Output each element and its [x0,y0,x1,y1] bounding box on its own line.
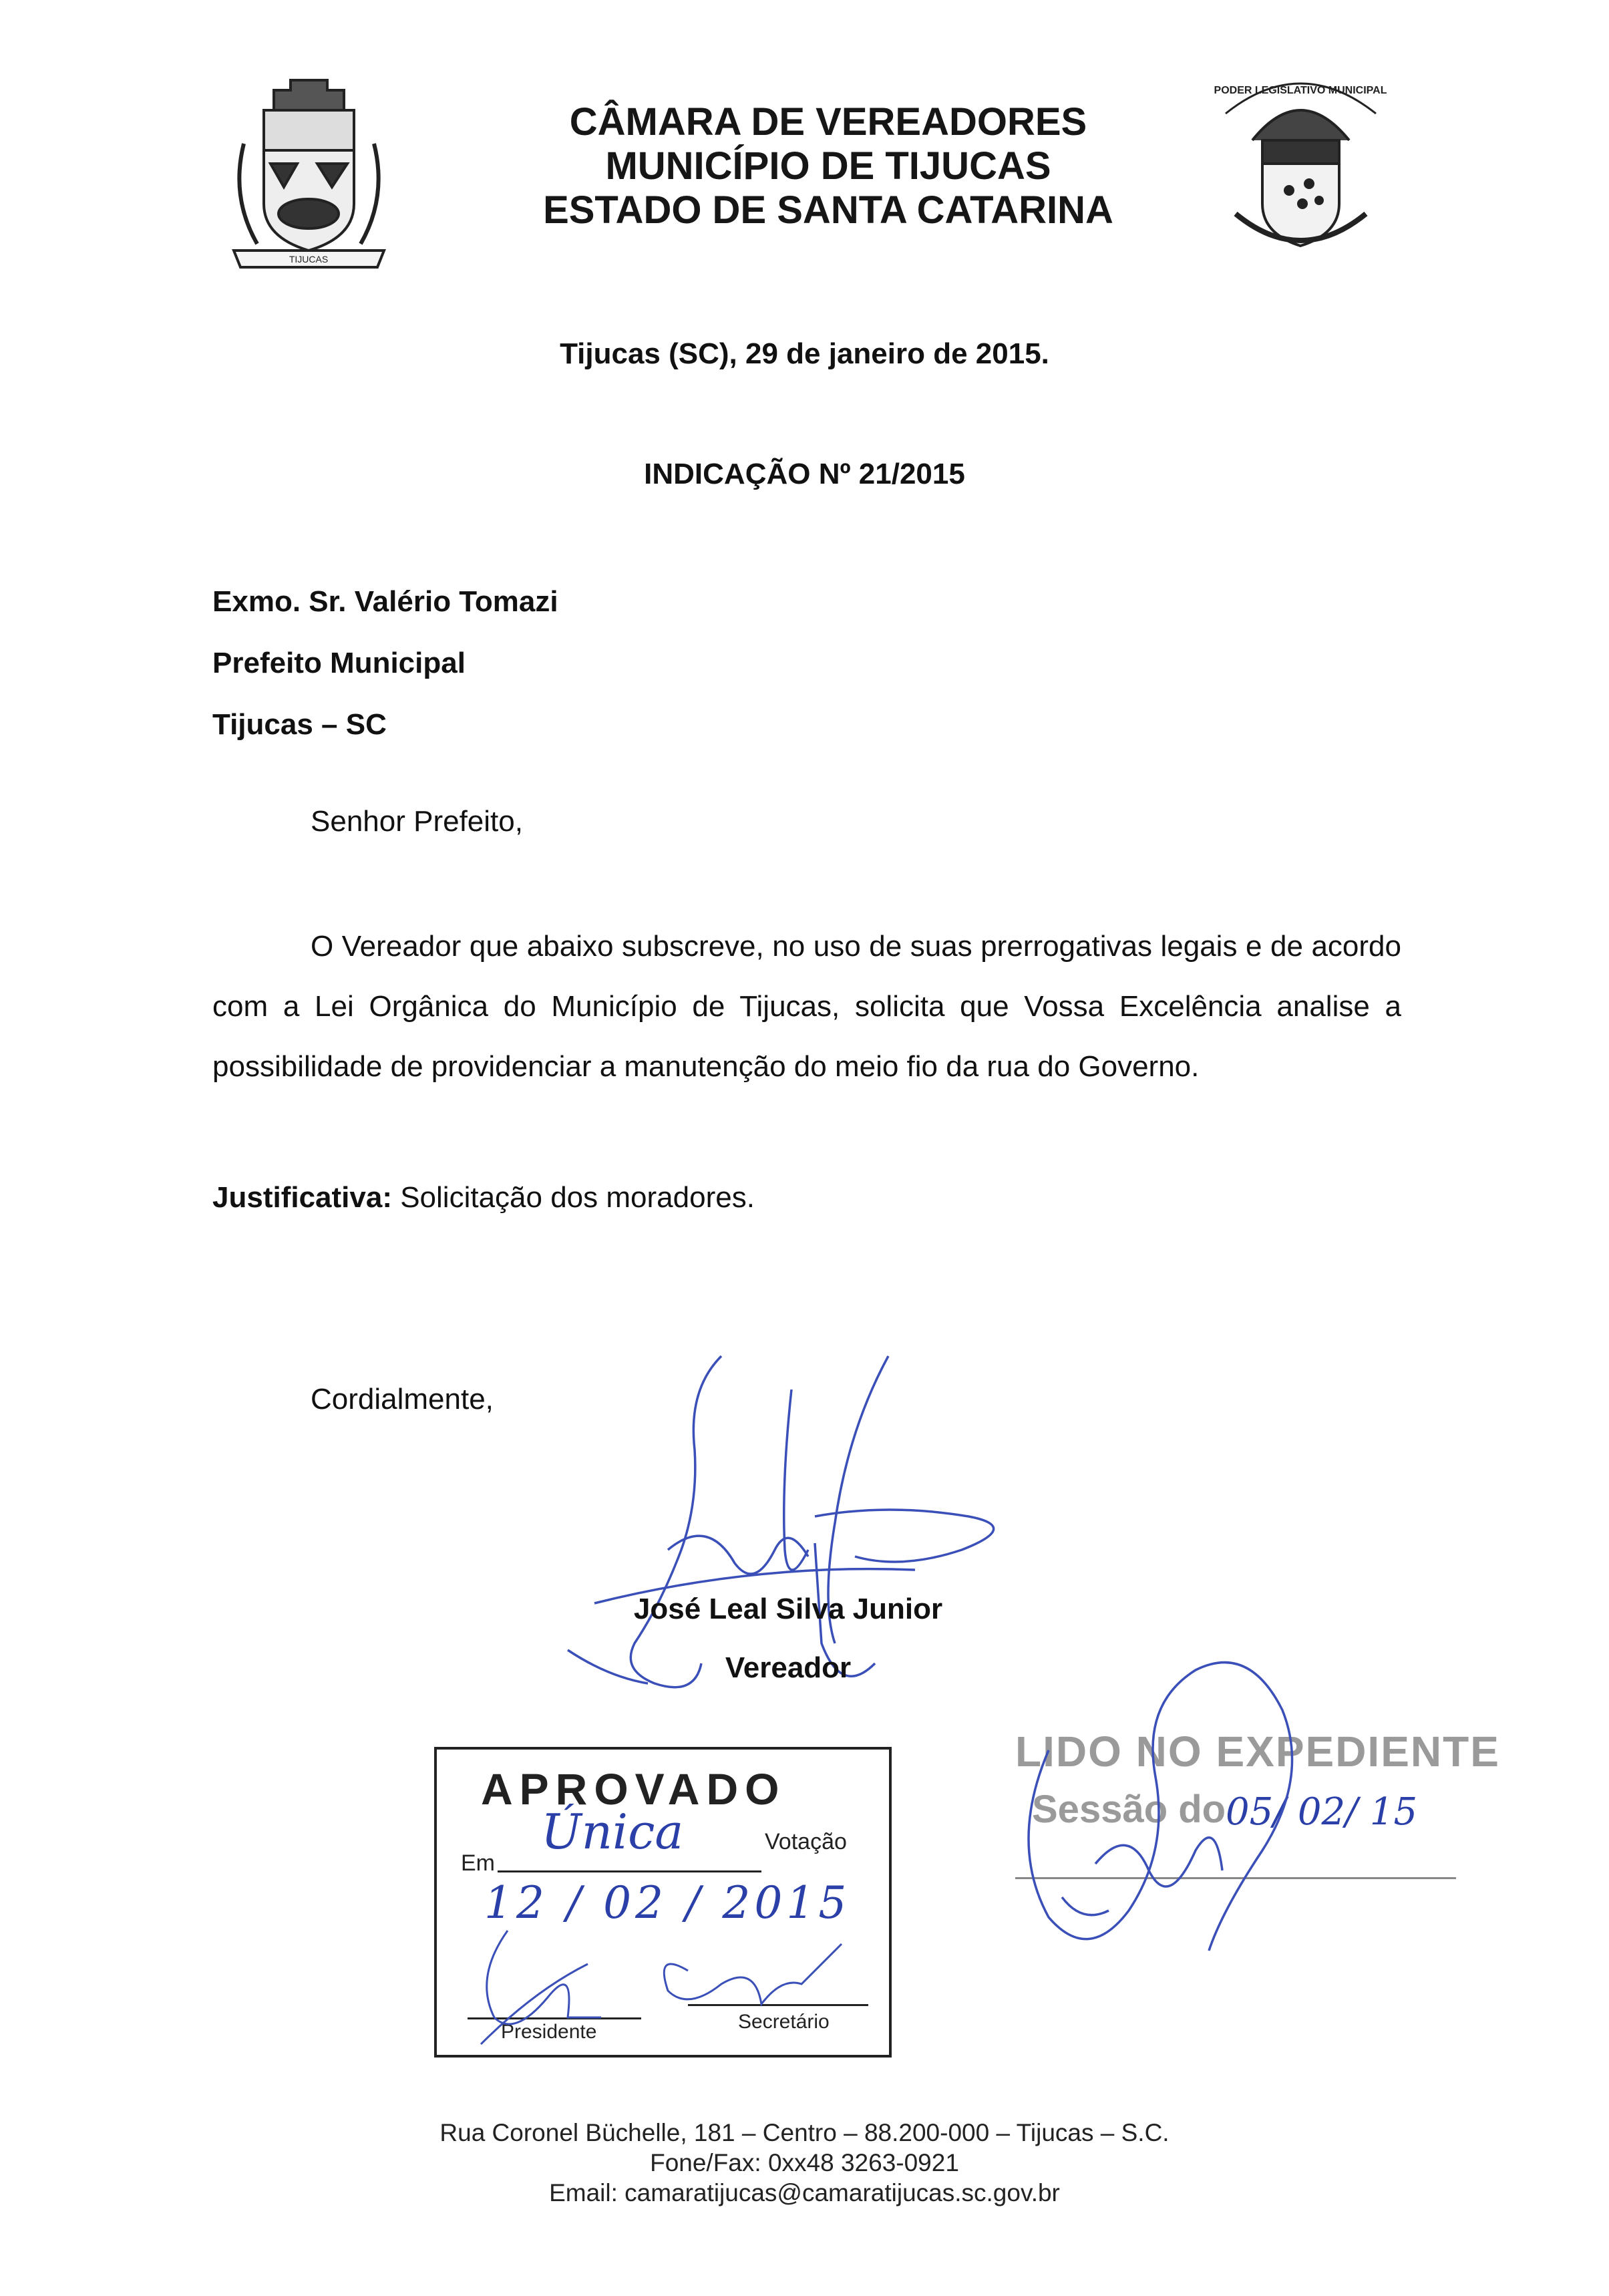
header-line-2: MUNICÍPIO DE TIJUCAS [605,144,1051,188]
signer-role: Vereador [725,1651,852,1684]
approved-stamp-votacao-label: Votação [765,1829,847,1854]
approved-stamp-title: APROVADO [481,1764,786,1814]
stamp-signatures-icon [468,1924,882,2058]
header-line-3: ESTADO DE SANTA CATARINA [543,188,1113,232]
salutation: Senhor Prefeito, [311,805,523,838]
approved-stamp-presidente-label: Presidente [501,2021,597,2043]
svg-text:TIJUCAS: TIJUCAS [289,254,329,265]
read-stamp-line-2: Sessão do [1032,1788,1226,1831]
signer-block [608,1580,968,1697]
approved-stamp-vote-line [498,1870,761,1872]
document-title: INDICAÇÃO Nº 21/2015 [644,458,965,490]
justification [212,1181,755,1214]
footer-phone: Fone/Fax: 0xx48 3263-0921 [650,2149,959,2176]
recipient-name: Exmo. Sr. Valério Tomazi [212,585,558,618]
approved-stamp-em-label: Em [461,1850,495,1876]
signer-name: José Leal Silva Junior [633,1593,943,1625]
footer [0,2118,1609,2208]
approved-stamp-handwritten-date: 12 / 02 / 2015 [484,1877,851,1929]
document-date: Tijucas (SC), 29 de janeiro de 2015. [560,337,1049,370]
read-stamp-line-1: LIDO NO EXPEDIENTE [1015,1728,1500,1776]
footer-email: Email: camaratijucas@camaratijucas.sc.gov.br [549,2179,1060,2206]
approved-stamp-handwritten-vote: Única [541,1804,684,1860]
svg-text:PODER LEGISLATIVO MUNICIPAL: PODER LEGISLATIVO MUNICIPAL [1214,85,1387,96]
recipient-role: Prefeito Municipal [212,647,466,679]
justification-text: Solicitação dos moradores. [391,1181,755,1214]
institution-header [441,100,1216,232]
approved-stamp-secretario-label: Secretário [738,2011,830,2033]
footer-address: Rua Coronel Büchelle, 181 – Centro – 88.200-000 – Tijucas – S.C. [439,2119,1170,2146]
header-line-1: CÂMARA DE VEREADORES [569,100,1087,144]
read-stamp-signature-icon [995,1630,1369,1977]
read-stamp-handwritten-date: 05/ 02/ 15 [1226,1790,1418,1834]
justification-label: Justificativa: [212,1181,392,1214]
recipient-block [212,571,558,756]
legislative-seal-icon [1206,67,1396,267]
body-paragraph: O Vereador que abaixo subscreve, no uso de suas prerrogativas legais e de acordo com a Lei Orgânica do Município de Tijucas, solicita que Vossa Excelência analise a possibilidade de providenciar a manutenção do meio fio da rua do Governo. [212,930,1401,1083]
municipal-coat-of-arms-icon [217,63,401,284]
recipient-city: Tijucas – SC [212,708,387,741]
closing: Cordialmente, [311,1383,494,1416]
